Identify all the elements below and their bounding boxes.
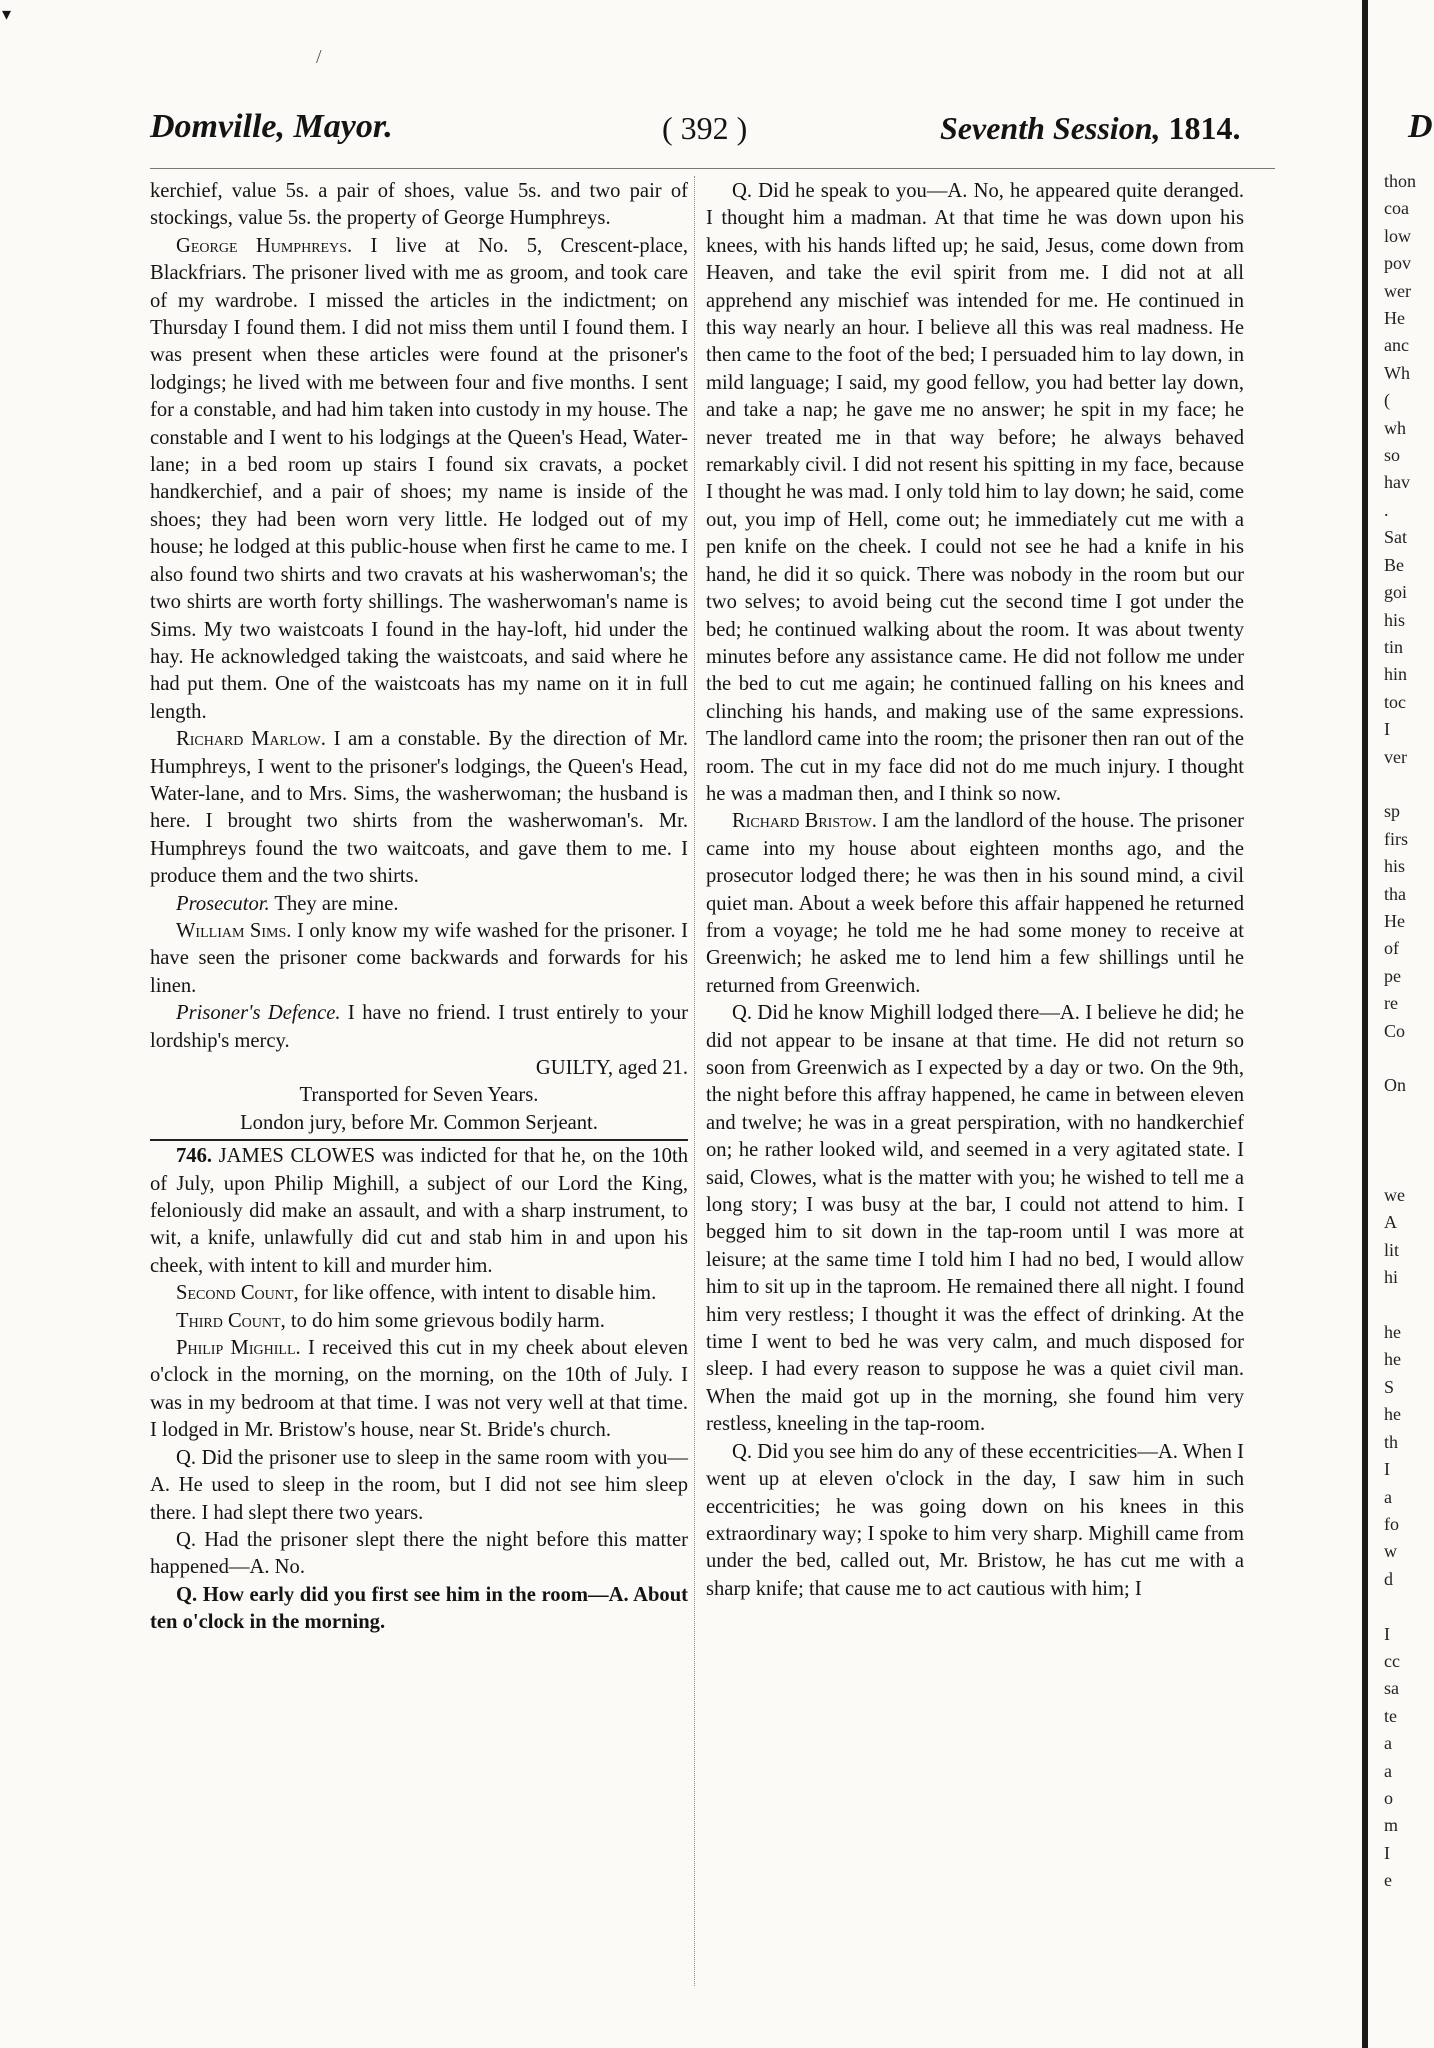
- header-mayor: Domville, Mayor.: [150, 108, 393, 145]
- header-rule: [150, 168, 1275, 169]
- right-column: [706, 178, 1244, 1603]
- question-answer: Q. Did you see him do any of these eccentricities—A. When I went up at eleven o'clock in the day, I saw him in such eccentricities; he was going down on his knees in this extraordinary way; I spoke to him very sharp. Mighill came from under the bed, called out, Mr. Bristow, he has cut me with a sharp knife; that cause me to act cautious with him; I: [706, 1440, 1244, 1600]
- speaker-name: Philip Mighill.: [176, 1337, 301, 1360]
- page-number: ( 392 ): [662, 110, 748, 146]
- verdict: GUILTY, aged 21.: [535, 1057, 688, 1079]
- header-session: [940, 110, 1240, 147]
- question-answer: Q. Had the prisoner slept there the night before this matter happened—A. No.: [150, 1528, 688, 1579]
- next-page-fragments: thon coa low pov wer He anc Wh ( wh so hav . Sat Be goi his tin hin toc I ver sp firs his tha He of pe re Co On we A lit hi he he S he th I a fo w d I cc sa te a a o m I e: [1384, 171, 1417, 1891]
- speaker-name: Prisoner's Defence.: [176, 1002, 341, 1025]
- stray-mark: /: [316, 46, 322, 68]
- paragraph: kerchief, value 5s. a pair of shoes, value 5s. and two pair of stockings, value 5s. the property of George Humphreys.: [150, 180, 688, 230]
- running-header: [150, 108, 1265, 164]
- testimony-marlow: [150, 726, 688, 890]
- second-count: [150, 1280, 688, 1307]
- left-column: [150, 178, 688, 1637]
- count-text: to do him some grievous bodily harm.: [285, 1309, 605, 1332]
- testimony-humphreys: [150, 233, 688, 726]
- question-answer: Q. Did the prisoner use to sleep in the same room with you—A. He used to sleep in the room, but I did not see him sleep there. I had slept there two years.: [150, 1446, 688, 1524]
- question-answer: Q. How early did you first see him in the room—A. About ten o'clock in the morning.: [150, 1583, 688, 1634]
- case-number: 746.: [176, 1145, 213, 1168]
- count-label: Second Count,: [176, 1282, 299, 1305]
- testimony-text: I received this cut in my cheek about eleven o'clock in the morning, on the morning, on the 10th of July. I was in my bedroom at that time. I was not very well at that time. I lodged in Mr. Bristow's house, near St. Bride's church.: [150, 1337, 688, 1442]
- third-count: [150, 1308, 688, 1335]
- testimony-prosecutor: [150, 891, 688, 918]
- speaker-name: George Humphreys.: [176, 234, 353, 257]
- testimony-text: I have no friend. I trust entirely to your lordship's mercy.: [150, 1002, 688, 1052]
- case-text: JAMES CLOWES was indicted for that he, on the 10th of July, upon Philip Mighill, a subject of our Lord the King, feloniously did make an assault, and with a sharp instrument, to wit, a knife, unlawfully did cut and stab him in and upon his cheek, with intent to kill and murder him.: [150, 1145, 688, 1277]
- testimony-sims: [150, 918, 688, 1000]
- speaker-name: Prosecutor.: [176, 892, 270, 915]
- count-text: for like offence, with intent to disable him.: [298, 1282, 657, 1305]
- testimony-text: They are mine.: [269, 892, 399, 915]
- testimony-text: I only know my wife washed for the prisoner. I have seen the prisoner come backwards and forwards for his linen.: [150, 919, 688, 997]
- count-label: Third Count,: [176, 1309, 286, 1332]
- prisoner-defence: [150, 1000, 688, 1055]
- testimony-text: I am the landlord of the house. The prisoner came into my house about eighteen months ago, and the prosecutor lodged there; he was then in his sound mind, a civil quiet man. About a week before this affair happened he returned from a voyage; he told me he had some money to receive at Greenwich; he asked me to lend him a few shillings until he returned from Greenwich.: [706, 810, 1244, 997]
- testimony-text: I am a constable. By the direction of Mr. Humphreys, I went to the prisoner's lodgings, the Queen's Head, Water-lane, and to Mrs. Sims, the washerwoman; the husband is here. I brought two shirts from the washerwoman's. Mr. Humphreys found the two waitcoats, and gave them to me. I produce them and the two shirts.: [150, 728, 688, 888]
- speaker-name: William Sims.: [176, 919, 292, 942]
- column-divider: [694, 176, 695, 1986]
- testimony-bristow: [706, 808, 1244, 1000]
- testimony-mighill: [150, 1335, 688, 1445]
- speaker-name: Richard Bristow.: [732, 810, 877, 833]
- corner-mark: ▾: [2, 4, 12, 24]
- case-indictment: [150, 1143, 688, 1280]
- question-answer: Q. Did he know Mighill lodged there—A. I believe he did; he did not appear to be insane at that time. He did not return so soon from Greenwich as I expected by a day or two. On the 9th, the night before this affray happened, he came in between eleven and twelve; he was in a great perspiration, with no handkerchief on; he rather looked wild, and seemed in a very agitated state. I said, Clowes, what is the matter with you; he wished to tell me a long story; I was busy at the bar, I could not attend to him. I begged him to sit down in the tap-room until I was more at leisure; at the same time I told him I had no bed, I would allow him to sit up in the taproom. He remained there all night. I found him very restless; I thought it was the effect of drinking. At the time I went to bed he was very calm, and much disposed for sleep. I had every reason to suppose he was a quiet civil man. When the maid got up in the morning, she found him very restless, kneeling in the tap-room.: [706, 1002, 1244, 1436]
- sentence: Transported for Seven Years.: [299, 1084, 539, 1107]
- header-session-name: Seventh Session,: [940, 110, 1161, 146]
- jury-line: London jury, before Mr. Common Serjeant.: [240, 1111, 598, 1134]
- question-answer: Q. Did he speak to you—A. No, he appeared quite deranged. I thought him a madman. At that time he was down upon his knees, with his hands lifted up; he said, Jesus, come down from Heaven, and take the evil spirit from me. I did not at all apprehend any mischief was intended for me. He continued in this way nearly an hour. I believe all this was real madness. He then came to the foot of the bed; I persuaded him to lay down, in mild language; I said, my good fellow, you had better lay down, and take a nap; he gave me no answer; he spit in my face; he never treated me in that way before; he always behaved remarkably civil. I did not resent his spitting in my face, because I thought he was mad. I only told him to lay down; he said, come out, you imp of Hell, come out; he immediately cut me with a pen knife on the cheek. I could not see he had a knife in his hand, he did it so quick. There was nobody in the room but our two selves; to avoid being cut the second time I got under the bed; he continued walking about the room. It was about twenty minutes before any assistance came. He did not follow me under the bed to cut me again; he continued falling on his knees and clinching his hands, and making use of the same expressions. The landlord came into the room; the prisoner then ran out of the room. The cut in my face did not do me much injury. I thought he was a madman then, and I think so now.: [706, 180, 1244, 805]
- case-separator-rule: [150, 1139, 688, 1141]
- page-gutter-shadow: [1362, 0, 1368, 2048]
- next-page-header-initial: D: [1408, 108, 1433, 145]
- testimony-text: I live at No. 5, Crescent-place, Blackfriars. The prisoner lived with me as groom, and took care of my wardrobe. I missed the articles in the indictment; on Thursday I found them. I did not miss them until I found them. I was present when these articles were found at the prisoner's lodgings; he lived with me between four and five months. I sent for a constable, and had him taken into custody in my house. The constable and I went to his lodgings at the Queen's Head, Water-lane; in a bed room up stairs I found six cravats, a pocket handkerchief, and a pair of shoes; my name is inside of the shoes; they had been worn very little. He lodged out of my house; he lodged at this public-house when first he came to me. I also found two shirts and two cravats at his washerwoman's; the two shirts are worth forty shillings. The washerwoman's name is Sims. My two waistcoats I found in the hay-loft, hid under the hay. He acknowledged taking the waistcoats, and said where he had put them. One of the waistcoats has my name on it in full length.: [150, 234, 689, 723]
- speaker-name: Richard Marlow.: [176, 728, 326, 751]
- header-year: 1814.: [1168, 110, 1241, 146]
